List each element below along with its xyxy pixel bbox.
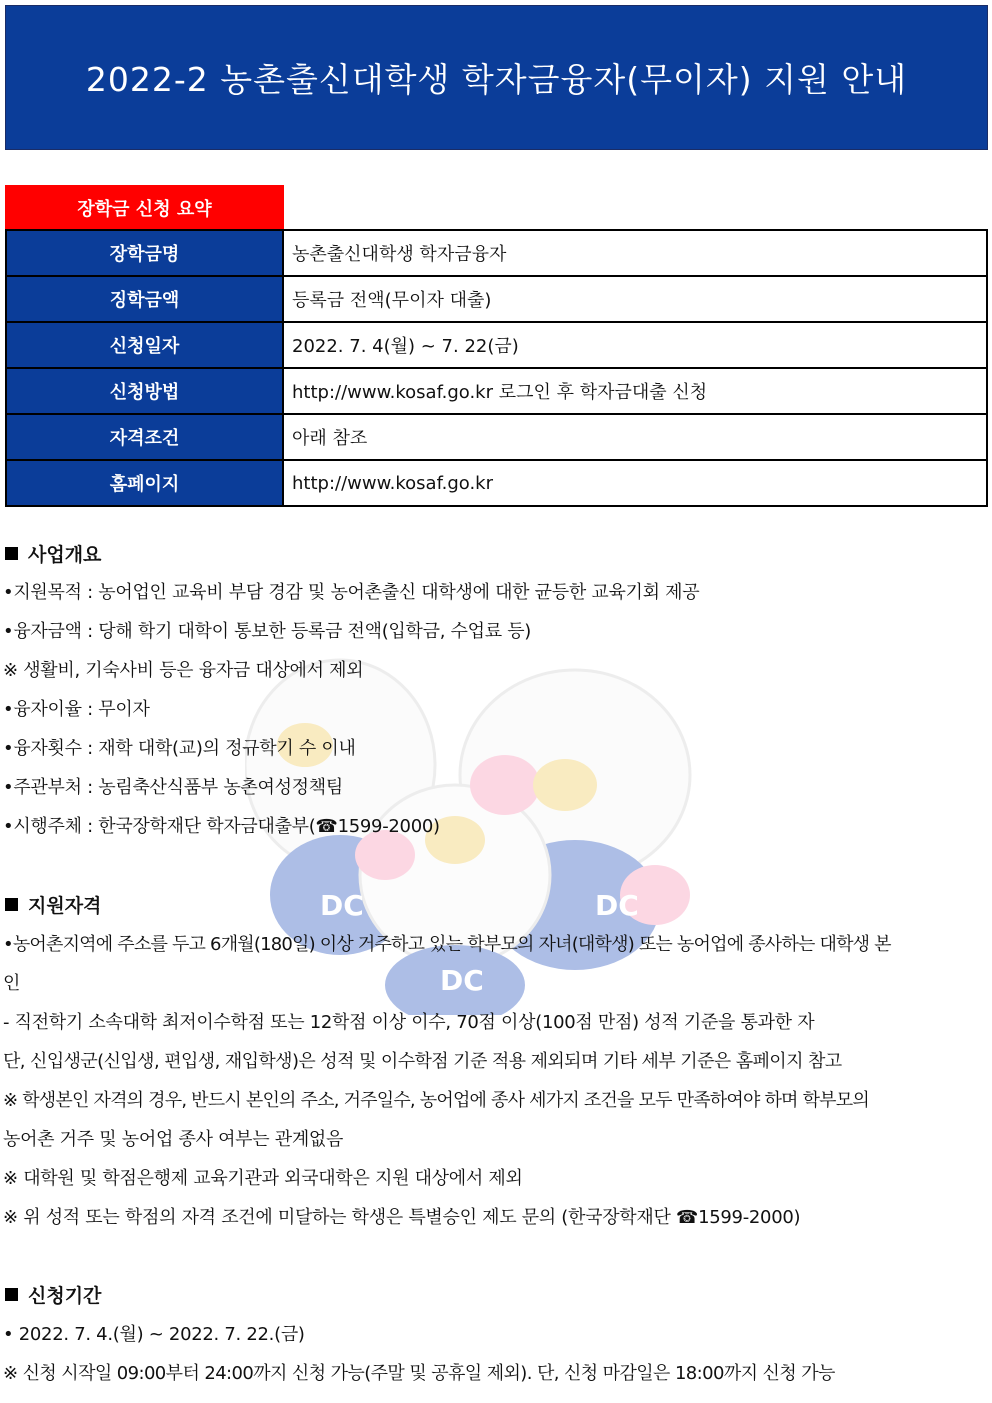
summary-value: http://www.kosaf.go.kr [283,460,987,506]
summary-key: 자격조건 [6,414,283,460]
summary-key: 장학금명 [6,230,283,276]
eligibility-line: ※ 위 성적 또는 학점의 자격 조건에 미달하는 학생은 특별승인 제도 문의 (한국장학재단 ☎1599-2000) [3,1207,801,1228]
summary-row [6,322,987,368]
summary-key: 징학금액 [6,276,283,322]
summary-key: 홈페이지 [6,460,283,506]
eligibility-line: ※ 학생본인 자격의 경우, 반드시 본인의 주소, 거주일수, 농어업에 종사 세가지 조건을 모두 만족하여야 하며 학부모의 [3,1090,869,1111]
section-title-text: 신청기간 [28,1285,102,1307]
watermark-text: DC [440,964,484,997]
section-title-period [0,1281,101,1308]
summary-row [6,276,987,322]
square-bullet-icon [5,898,18,911]
section-title-text: 지원자격 [28,895,102,917]
overview-line: •융자횟수 : 재학 대학(교)의 정규학기 수 이내 [3,738,356,759]
summary-value: 2022. 7. 4(월) ~ 7. 22(금) [283,322,987,368]
section-title-eligibility [0,891,101,918]
overview-line: •융자금액 : 당해 학기 대학이 통보한 등록금 전액(입학금, 수업료 등) [3,621,532,642]
eligibility-line: ※ 대학원 및 학점은행제 교육기관과 외국대학은 지원 대상에서 제외 [3,1168,523,1189]
period-line: ※ 신청 시작일 09:00부터 24:00까지 신청 가능(주말 및 공휴일 제외). 단, 신청 마감일은 18:00까지 신청 가능 [3,1363,835,1384]
section-title-overview [0,540,101,567]
page-title: 2022-2 농촌출신대학생 학자금융자(무이자) 지원 안내 [85,60,908,99]
summary-row [6,414,987,460]
eligibility-line: 인 [3,973,21,994]
section-title-text: 사업개요 [28,544,102,566]
watermark-text: DC [595,889,639,922]
summary-tab-label: 장학금 신청 요약 [5,185,284,230]
overview-line: ※ 생활비, 기숙사비 등은 융자금 대상에서 제외 [3,660,364,681]
summary-table [5,229,988,507]
square-bullet-icon [5,1288,18,1301]
eligibility-line: 단, 신입생군(신입생, 편입생, 재입학생)은 성적 및 이수학점 기준 적용 제외되며 기타 세부 기준은 홈페이지 참고 [3,1051,842,1072]
summary-row [6,460,987,506]
eligibility-line: •농어촌지역에 주소를 두고 6개월(180일) 이상 거주하고 있는 학부모의 자녀(대학생) 또는 농어업에 종사하는 대학생 본 [3,934,891,955]
summary-row [6,368,987,414]
period-line: • 2022. 7. 4.(월) ~ 2022. 7. 22.(금) [3,1324,305,1345]
summary-value: 농촌출신대학생 학자금융자 [283,230,987,276]
overview-line: •시행주체 : 한국장학재단 학자금대출부(☎1599-2000) [3,816,440,837]
square-bullet-icon [5,547,18,560]
watermark-text: DC [320,889,364,922]
summary-value: 등록금 전액(무이자 대출) [283,276,987,322]
overview-line: •주관부처 : 농림축산식품부 농촌여성정책팀 [3,777,343,798]
eligibility-line: - 직전학기 소속대학 최저이수학점 또는 12학점 이상 이수, 70점 이상(100점 만점) 성적 기준을 통과한 자 [3,1012,815,1033]
title-banner [5,5,988,150]
overview-line: •지원목적 : 농어업인 교육비 부담 경감 및 농어촌출신 대학생에 대한 균등한 교육기회 제공 [3,582,700,603]
summary-value: http://www.kosaf.go.kr 로그인 후 학자금대출 신청 [283,368,987,414]
eligibility-line: 농어촌 거주 및 농어업 종사 여부는 관계없음 [3,1129,344,1150]
summary-key: 신청일자 [6,322,283,368]
summary-row [6,230,987,276]
summary-key: 신청방법 [6,368,283,414]
overview-line: •융자이율 : 무이자 [3,699,150,720]
summary-value: 아래 참조 [283,414,987,460]
